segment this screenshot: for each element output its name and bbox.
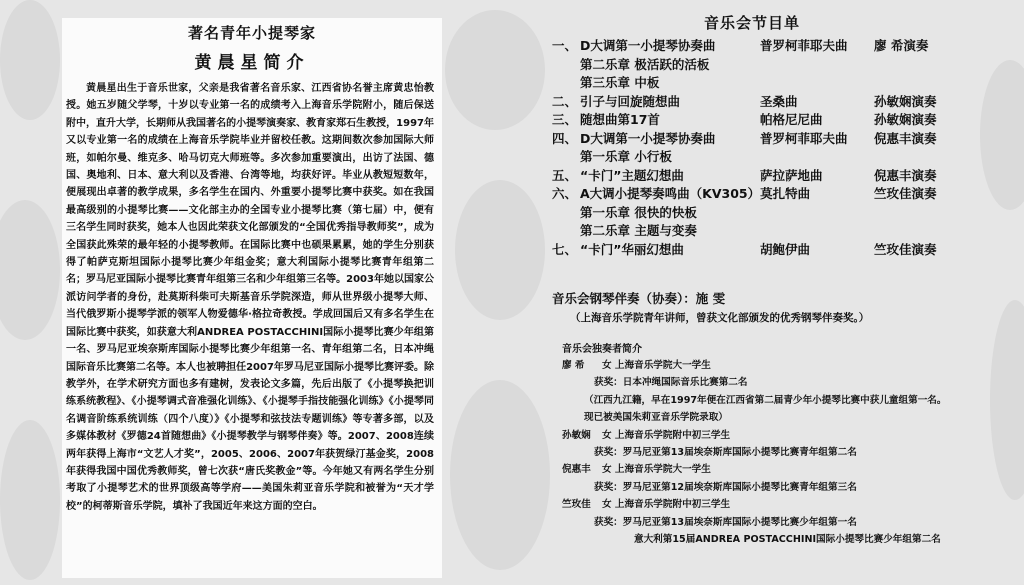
- soloist-line: [562, 444, 992, 461]
- soloist-detail: 女 上海音乐学院附中初三学生: [602, 429, 731, 441]
- program-piece: 第二乐章 极活跃的活板: [580, 56, 710, 72]
- program-movement: [552, 147, 992, 166]
- program-movement: [552, 221, 992, 240]
- program-panel: [552, 10, 992, 580]
- program-performer: 竺玫佳演奏: [874, 241, 937, 257]
- soloist-detail: 获奖：罗马尼亚第13届埃奈斯库国际小提琴比赛青年组第二名: [594, 446, 857, 458]
- program-piece: 随想曲第17首: [580, 112, 660, 127]
- soloist-name: 廖 希: [562, 360, 585, 371]
- biography-text: 黄晨星出生于音乐世家，父亲是我省著名音乐家、江西省协名誉主席黄忠怡教授。她五岁随父学琴，十岁以专业第一名的成绩考入上海音乐学院附小，随后保送附中，直升大学，长期师从我国著名的小提琴演奏家、教育家郑石生教授，1997年又以专业第一名的成绩在上海音乐学院毕业并留校任教。这期间数次参加国际大师班，如帕尔曼、维克多、哈马切克大师班等。多次参加重要演出，出访了法国、德国、奥地利、日本、意大利以及香港、台湾等地，均获好评。毕业从教短短数年，便展现出卓著的教学成果，多名学生在国内、外重要小提琴比赛中获奖。如在我国最高级别的小提琴比赛——文化部主办的全国专业小提琴比赛（第七届）中，便有三名学生同时获奖，她本人也因此荣获文化部颁发的“全国优秀指导教师奖”，成为全国获此殊荣的最年轻的小提琴教师。在国际比赛中也硕果累累，她的学生分别获得了帕萨克斯坦国际小提琴比赛少年组金奖；意大利国际小提琴比赛青年组第二名；罗马尼亚国际小提琴比赛青年组第三名和少年组第三名等。2003年她以国家公派访问学者的身份，赴莫斯科柴可夫斯基音乐学院深造，师从世界级小提琴大师、当代俄罗斯小提琴学派的领军人物爱德华·格拉奇教授。学成回国后又有多名学生在国际比赛中获奖，如获意大利ANDREA POSTACCHINI国际小提琴比赛少年组第一名、罗马尼亚埃奈斯库国际小提琴比赛少年组第一名、青年组第二名，日本冲绳国际音乐比赛第二名等。本人也被聘担任2007年罗马尼亚国际小提琴比赛评委。除教学外，在学术研究方面也多有建树，发表论文多篇，先后出版了《小提琴换把训练系统教程》、《小提琴调式音准强化训练》、《小提琴手指技能强化训练》《小提琴同名调音阶练系统训练（四个八度）》《小提琴和弦技法专题训练》等专著多部，以及多媒体教材《罗德24首随想曲》《小提琴教学与钢琴伴奏》等。2007、2008连续两年获得上海市“文艺人才奖”，2005、2006、2007年获贺绿汀基金奖，2008年获得我国中国优秀教师奖，曾七次获“唐氏奖教金”等。今年她又有两名学生分别考取了小提琴艺术的世界顶级高等学府——美国朱莉亚音乐学院和被誉为“天才学校”的柯蒂斯音乐学院，填补了我国近年来这方面的空白。: [66, 83, 434, 512]
- biography-title: 著名青年小提琴家: [187, 24, 316, 42]
- program-composer: 普罗柯菲耶夫曲: [760, 38, 848, 53]
- program-number: 一、: [552, 38, 578, 53]
- soloist-detail: 女 上海音乐学院附中初三学生: [602, 499, 731, 511]
- soloist-detail: 获奖：日本冲绳国际音乐比赛第二名: [594, 377, 748, 389]
- program-piece: 第二乐章 主题与变奏: [580, 223, 697, 238]
- soloist-line: [562, 392, 992, 409]
- program-piece: 第三乐章 中板: [580, 75, 660, 90]
- program-piece: 第一乐章 小行板: [580, 149, 672, 164]
- soloist-line: [562, 427, 992, 444]
- program-number: 二、: [552, 93, 578, 109]
- program-performer: 孙敏娴演奏: [874, 93, 937, 109]
- program-piece: D大调第一小提琴协奏曲: [580, 130, 716, 146]
- soloist-line: [562, 409, 992, 426]
- soloist-detail: 获奖：罗马尼亚第12届埃奈斯库国际小提琴比赛青年组第三名: [594, 481, 857, 493]
- soloist-line: [562, 461, 992, 478]
- program-piece: “卡门”主题幻想曲: [580, 167, 684, 183]
- soloist-name: 孙敏娴: [562, 429, 591, 441]
- program-piece: “卡门”华丽幻想曲: [580, 241, 684, 257]
- program-performer: 廖 希演奏: [874, 38, 929, 53]
- program-item: [552, 166, 992, 185]
- program-piece: 引子与回旋随想曲: [580, 93, 681, 109]
- program-number: 三、: [552, 112, 578, 127]
- soloist-line: [562, 514, 992, 531]
- program-item: [552, 36, 992, 55]
- program-piece: A大调小提琴奏鸣曲（KV305）莫扎特曲: [580, 186, 811, 201]
- soloist-detail: 现已被美国朱莉亚音乐学院录取）: [584, 412, 728, 424]
- program-composer: 普罗柯菲耶夫曲: [760, 130, 848, 146]
- soloist-detail: 意大利第15届ANDREA POSTACCHINI国际小提琴比赛少年组第二名: [634, 533, 941, 545]
- program-movement: [552, 203, 992, 222]
- soloist-name: 倪惠丰: [562, 464, 591, 476]
- soloist-line: [562, 496, 992, 513]
- soloist-detail: 获奖：罗马尼亚第13届埃奈斯库国际小提琴比赛少年组第一名: [594, 516, 857, 528]
- soloist-list: [562, 357, 992, 548]
- soloist-name: 竺玫佳: [562, 499, 591, 511]
- soloist-detail: 女 上海音乐学院大一学生: [602, 360, 711, 371]
- accompanist-note: （上海音乐学院青年讲师，曾获文化部颁发的优秀钢琴伴奏奖。）: [570, 312, 870, 324]
- program-performer: 倪惠丰演奏: [874, 167, 937, 183]
- program-performer: 倪惠丰演奏: [874, 130, 937, 146]
- program-number: 五、: [552, 167, 578, 183]
- program-piece: D大调第一小提琴协奏曲: [580, 38, 716, 53]
- program-piece: 第一乐章 很快的快板: [580, 204, 697, 220]
- program-item: [552, 240, 992, 259]
- soloist-line: [562, 374, 992, 391]
- program-composer: 帕格尼尼曲: [760, 112, 823, 127]
- program-performer: 竺玫佳演奏: [874, 186, 937, 201]
- program-number: 六、: [552, 186, 578, 201]
- program-item: [552, 129, 992, 148]
- program-item: [552, 110, 992, 129]
- program-number: 四、: [552, 130, 578, 146]
- soloist-line: [562, 479, 992, 496]
- program-performer: 孙敏娴演奏: [874, 112, 937, 127]
- soloist-detail: （江西九江籍，早在1997年便在江西省第二届青少年小提琴比赛中获儿童组第一名。: [584, 394, 947, 406]
- program-item: [552, 184, 992, 203]
- soloist-line: [562, 357, 992, 374]
- program-movement: [552, 55, 992, 74]
- program-composer: 圣桑曲: [760, 93, 798, 109]
- soloist-heading: 音乐会独奏者简介: [562, 344, 642, 355]
- program-composer: 胡鲍伊曲: [760, 241, 811, 257]
- program-title: 音乐会节目单: [703, 14, 800, 32]
- program-composer: 萨拉萨地曲: [760, 167, 823, 183]
- soloist-line: [562, 531, 992, 548]
- program-list: [552, 36, 992, 258]
- program-movement: [552, 73, 992, 92]
- program-number: 七、: [552, 241, 578, 257]
- biography-subtitle: 黄晨星简介: [194, 53, 310, 73]
- biography-panel: [62, 18, 442, 578]
- program-item: [552, 92, 992, 111]
- accompanist-line: 音乐会钢琴伴奏（协奏）：施 雯: [552, 291, 726, 306]
- soloist-detail: 女 上海音乐学院大一学生: [602, 464, 711, 476]
